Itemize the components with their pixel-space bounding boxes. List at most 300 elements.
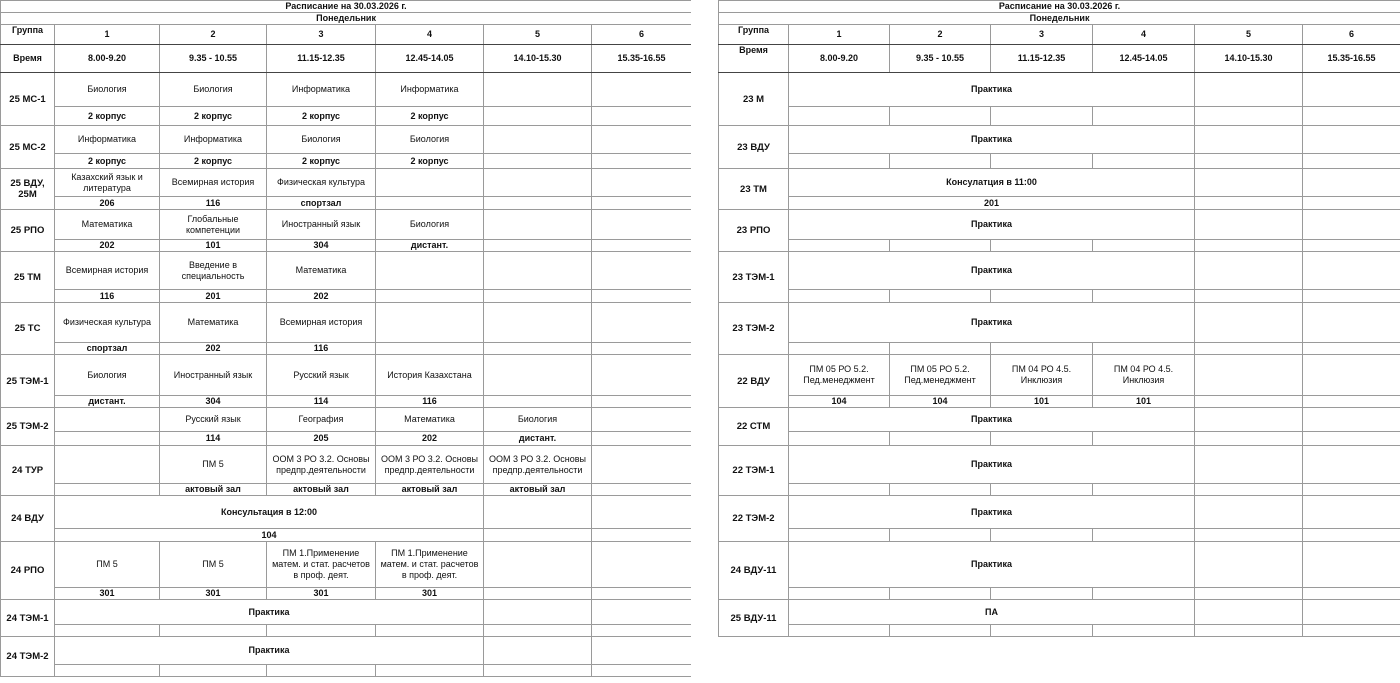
empty-cell <box>1303 588 1400 600</box>
room-cell: спортзал <box>267 197 376 210</box>
subject-cell: География <box>267 408 376 432</box>
merged-note: Практика <box>55 637 484 665</box>
empty-cell <box>890 625 991 637</box>
empty-cell <box>1303 343 1400 355</box>
subject-cell: Математика <box>376 408 484 432</box>
empty-cell <box>1093 107 1195 126</box>
pair-time: 11.15-12.35 <box>991 45 1093 73</box>
subject-cell: Математика <box>160 303 267 343</box>
subject-cell: Биология <box>376 126 484 154</box>
room-cell: 205 <box>267 432 376 446</box>
empty-cell <box>890 432 991 446</box>
subject-cell: Введение в специальность <box>160 252 267 290</box>
empty-cell <box>592 126 692 154</box>
pair-time: 8.00-9.20 <box>55 45 160 73</box>
group-label: 24 ВДУ <box>1 496 55 542</box>
empty-cell <box>1303 252 1400 290</box>
empty-cell <box>890 154 991 169</box>
empty-cell <box>991 107 1093 126</box>
pair-time: 15.35-16.55 <box>1303 45 1400 73</box>
empty-cell <box>991 240 1093 252</box>
room-cell: дистант. <box>376 240 484 252</box>
pair-time: 9.35 - 10.55 <box>160 45 267 73</box>
group-label: 24 ВДУ-11 <box>719 542 789 600</box>
merged-note: Практика <box>789 446 1195 484</box>
empty-cell <box>484 197 592 210</box>
subject-cell: Математика <box>267 252 376 290</box>
empty-cell <box>1303 484 1400 496</box>
pair-time: 8.00-9.20 <box>789 45 890 73</box>
empty-cell <box>1195 197 1303 210</box>
empty-cell <box>1093 625 1195 637</box>
subject-cell: ПМ 04 РО 4.5. Инклюзия <box>1093 355 1195 396</box>
subject-cell: Русский язык <box>160 408 267 432</box>
room-cell: 116 <box>160 197 267 210</box>
empty-cell <box>484 107 592 126</box>
schedule-day: Понедельник <box>1 13 692 25</box>
subject-cell: Иностранный язык <box>160 355 267 396</box>
empty-cell <box>484 126 592 154</box>
group-header: Группа <box>1 25 55 45</box>
empty-cell <box>592 252 692 290</box>
subject-cell: Математика <box>55 210 160 240</box>
subject-cell: Биология <box>55 73 160 107</box>
merged-note: Практика <box>55 600 484 625</box>
empty-cell <box>592 529 692 542</box>
empty-cell <box>55 484 160 496</box>
room-cell: 101 <box>1093 396 1195 408</box>
empty-cell <box>890 290 991 303</box>
empty-cell <box>890 484 991 496</box>
empty-cell <box>484 154 592 169</box>
empty-cell <box>592 240 692 252</box>
group-label: 25 ТС <box>1 303 55 355</box>
empty-cell <box>1303 600 1400 625</box>
subject-cell: ПМ 05 РО 5.2. Пед.менеджмент <box>789 355 890 396</box>
empty-cell <box>1195 396 1303 408</box>
empty-cell <box>484 496 592 529</box>
room-cell: 104 <box>55 529 484 542</box>
subject-cell: ПМ 5 <box>160 542 267 588</box>
empty-cell <box>789 625 890 637</box>
empty-cell <box>789 588 890 600</box>
empty-cell <box>484 396 592 408</box>
empty-cell <box>592 303 692 343</box>
empty-cell <box>1093 343 1195 355</box>
schedule-table-right <box>718 0 1400 637</box>
pair-number: 6 <box>1303 25 1400 45</box>
subject-cell: Биология <box>55 355 160 396</box>
room-cell: актовый зал <box>484 484 592 496</box>
empty-cell <box>592 290 692 303</box>
room-cell: спортзал <box>55 343 160 355</box>
group-label: 25 ТМ <box>1 252 55 303</box>
empty-cell <box>55 625 160 637</box>
empty-cell <box>1195 240 1303 252</box>
empty-cell <box>1303 408 1400 432</box>
empty-cell <box>376 252 484 290</box>
merged-note: Практика <box>789 252 1195 290</box>
empty-cell <box>1195 169 1303 197</box>
pair-number: 1 <box>55 25 160 45</box>
empty-cell <box>592 107 692 126</box>
pair-number: 2 <box>160 25 267 45</box>
empty-cell <box>484 542 592 588</box>
sheet-gap <box>691 0 718 683</box>
room-cell: 2 корпус <box>376 107 484 126</box>
empty-cell <box>484 665 592 677</box>
pair-time: 11.15-12.35 <box>267 45 376 73</box>
subject-cell: ПМ 05 РО 5.2. Пед.менеджмент <box>890 355 991 396</box>
empty-cell <box>890 588 991 600</box>
room-cell: 301 <box>376 588 484 600</box>
empty-cell <box>1303 154 1400 169</box>
empty-cell <box>484 343 592 355</box>
empty-cell <box>592 665 692 677</box>
empty-cell <box>1303 496 1400 529</box>
empty-cell <box>1093 240 1195 252</box>
subject-cell: Всемирная история <box>55 252 160 290</box>
empty-cell <box>789 290 890 303</box>
empty-cell <box>1195 408 1303 432</box>
empty-cell <box>592 73 692 107</box>
empty-cell <box>376 303 484 343</box>
merged-note: Практика <box>789 408 1195 432</box>
pair-number: 4 <box>376 25 484 45</box>
empty-cell <box>1195 588 1303 600</box>
room-cell: 2 корпус <box>267 154 376 169</box>
empty-cell <box>376 665 484 677</box>
empty-cell <box>484 252 592 290</box>
subject-cell: Информатика <box>267 73 376 107</box>
empty-cell <box>376 343 484 355</box>
pair-number: 6 <box>592 25 692 45</box>
room-cell: 201 <box>160 290 267 303</box>
group-header: Группа <box>719 25 789 45</box>
subject-cell: ООМ 3 РО 3.2. Основы предпр.деятельности <box>376 446 484 484</box>
empty-cell <box>1303 432 1400 446</box>
room-cell: актовый зал <box>267 484 376 496</box>
empty-cell <box>592 343 692 355</box>
room-cell: 2 корпус <box>160 107 267 126</box>
merged-note: Практика <box>789 73 1195 107</box>
room-cell: 114 <box>267 396 376 408</box>
empty-cell <box>484 600 592 625</box>
room-cell: 114 <box>160 432 267 446</box>
merged-note: Практика <box>789 126 1195 154</box>
schedule-sheet-left <box>0 0 692 677</box>
empty-cell <box>1195 355 1303 396</box>
room-cell: 304 <box>267 240 376 252</box>
empty-cell <box>991 588 1093 600</box>
subject-cell: Биология <box>376 210 484 240</box>
empty-cell <box>789 107 890 126</box>
group-label: 23 ТЭМ-1 <box>719 252 789 303</box>
merged-note: Практика <box>789 303 1195 343</box>
empty-cell <box>789 240 890 252</box>
room-cell: 201 <box>789 197 1195 210</box>
empty-cell <box>592 432 692 446</box>
empty-cell <box>1303 210 1400 240</box>
subject-cell: ПМ 04 РО 4.5. Инклюзия <box>991 355 1093 396</box>
empty-cell <box>1303 73 1400 107</box>
empty-cell <box>592 197 692 210</box>
empty-cell <box>484 529 592 542</box>
empty-cell <box>1195 446 1303 484</box>
empty-cell <box>890 240 991 252</box>
empty-cell <box>1303 542 1400 588</box>
room-cell: 206 <box>55 197 160 210</box>
empty-cell <box>592 496 692 529</box>
empty-cell <box>1195 496 1303 529</box>
group-label: 25 ТЭМ-1 <box>1 355 55 408</box>
pair-time: 15.35-16.55 <box>592 45 692 73</box>
room-cell: 301 <box>160 588 267 600</box>
schedule-sheet-right <box>718 0 1400 637</box>
empty-cell <box>991 290 1093 303</box>
empty-cell <box>1303 107 1400 126</box>
empty-cell <box>890 529 991 542</box>
subject-cell: Биология <box>267 126 376 154</box>
empty-cell <box>592 396 692 408</box>
empty-cell <box>890 107 991 126</box>
subject-cell: История Казахстана <box>376 355 484 396</box>
room-cell: 2 корпус <box>267 107 376 126</box>
subject-cell: Глобальные компетенции <box>160 210 267 240</box>
empty-cell <box>592 154 692 169</box>
time-header: Время <box>719 45 789 73</box>
merged-note: Практика <box>789 542 1195 588</box>
merged-note: Консультация в 12:00 <box>55 496 484 529</box>
empty-cell <box>376 290 484 303</box>
group-label: 25 МС-2 <box>1 126 55 169</box>
empty-cell <box>1303 126 1400 154</box>
empty-cell <box>55 432 160 446</box>
empty-cell <box>592 408 692 432</box>
subject-cell: Биология <box>484 408 592 432</box>
empty-cell <box>1195 73 1303 107</box>
room-cell: 304 <box>160 396 267 408</box>
group-label: 23 М <box>719 73 789 126</box>
empty-cell <box>484 169 592 197</box>
empty-cell <box>267 665 376 677</box>
empty-cell <box>991 529 1093 542</box>
group-label: 22 ТЭМ-1 <box>719 446 789 496</box>
pair-number: 1 <box>789 25 890 45</box>
empty-cell <box>592 355 692 396</box>
group-label: 25 ВДУ, 25М <box>1 169 55 210</box>
empty-cell <box>1195 484 1303 496</box>
pair-number: 5 <box>1195 25 1303 45</box>
empty-cell <box>1303 197 1400 210</box>
empty-cell <box>592 637 692 665</box>
empty-cell <box>1195 210 1303 240</box>
empty-cell <box>1195 529 1303 542</box>
empty-cell <box>1195 625 1303 637</box>
room-cell: 2 корпус <box>55 154 160 169</box>
empty-cell <box>890 343 991 355</box>
room-cell: 101 <box>991 396 1093 408</box>
empty-cell <box>991 625 1093 637</box>
merged-note: Консулатция в 11:00 <box>789 169 1195 197</box>
room-cell: дистант. <box>55 396 160 408</box>
merged-note: Практика <box>789 496 1195 529</box>
pair-number: 3 <box>991 25 1093 45</box>
empty-cell <box>592 600 692 625</box>
empty-cell <box>1195 303 1303 343</box>
room-cell: 116 <box>376 396 484 408</box>
room-cell: 116 <box>55 290 160 303</box>
empty-cell <box>484 625 592 637</box>
merged-note: Практика <box>789 210 1195 240</box>
room-cell: 202 <box>55 240 160 252</box>
empty-cell <box>1303 396 1400 408</box>
empty-cell <box>376 169 484 197</box>
group-label: 25 РПО <box>1 210 55 252</box>
group-label: 24 ТУР <box>1 446 55 496</box>
group-label: 23 ВДУ <box>719 126 789 169</box>
empty-cell <box>1195 343 1303 355</box>
group-label: 23 РПО <box>719 210 789 252</box>
empty-cell <box>376 197 484 210</box>
subject-cell: ПМ 5 <box>160 446 267 484</box>
empty-cell <box>376 625 484 637</box>
empty-cell <box>55 408 160 432</box>
room-cell: 101 <box>160 240 267 252</box>
subject-cell: Информатика <box>376 73 484 107</box>
empty-cell <box>484 588 592 600</box>
empty-cell <box>1195 290 1303 303</box>
empty-cell <box>1195 432 1303 446</box>
subject-cell: Иностранный язык <box>267 210 376 240</box>
empty-cell <box>484 303 592 343</box>
empty-cell <box>1303 355 1400 396</box>
room-cell: дистант. <box>484 432 592 446</box>
empty-cell <box>1195 154 1303 169</box>
pair-time: 12.45-14.05 <box>1093 45 1195 73</box>
schedule-day: Понедельник <box>719 13 1400 25</box>
empty-cell <box>484 355 592 396</box>
subject-cell: ООМ 3 РО 3.2. Основы предпр.деятельности <box>267 446 376 484</box>
empty-cell <box>1303 290 1400 303</box>
empty-cell <box>592 625 692 637</box>
subject-cell: ПМ 1.Применение матем. и стат. расчетов в проф. деят. <box>376 542 484 588</box>
empty-cell <box>1303 446 1400 484</box>
room-cell: актовый зал <box>160 484 267 496</box>
empty-cell <box>991 154 1093 169</box>
pair-time: 14.10-15.30 <box>1195 45 1303 73</box>
empty-cell <box>160 665 267 677</box>
group-label: 22 ТЭМ-2 <box>719 496 789 542</box>
empty-cell <box>1093 432 1195 446</box>
group-label: 25 ВДУ-11 <box>719 600 789 637</box>
merged-note: ПА <box>789 600 1195 625</box>
schedule-table-left <box>0 0 692 677</box>
empty-cell <box>1303 240 1400 252</box>
empty-cell <box>55 446 160 484</box>
empty-cell <box>267 625 376 637</box>
subject-cell: ПМ 1.Применение матем. и стат. расчетов в проф. деят. <box>267 542 376 588</box>
room-cell: 202 <box>376 432 484 446</box>
group-label: 23 ТМ <box>719 169 789 210</box>
empty-cell <box>592 169 692 197</box>
empty-cell <box>991 432 1093 446</box>
empty-cell <box>592 588 692 600</box>
room-cell: 301 <box>55 588 160 600</box>
empty-cell <box>1195 542 1303 588</box>
subject-cell: Биология <box>160 73 267 107</box>
group-label: 25 ТЭМ-2 <box>1 408 55 446</box>
subject-cell: ПМ 5 <box>55 542 160 588</box>
subject-cell: Всемирная история <box>267 303 376 343</box>
room-cell: 104 <box>789 396 890 408</box>
subject-cell: Казахский язык и литература <box>55 169 160 197</box>
empty-cell <box>484 210 592 240</box>
group-label: 25 МС-1 <box>1 73 55 126</box>
empty-cell <box>1195 600 1303 625</box>
subject-cell: ООМ 3 РО 3.2. Основы предпр.деятельности <box>484 446 592 484</box>
empty-cell <box>789 343 890 355</box>
pair-time: 12.45-14.05 <box>376 45 484 73</box>
subject-cell: Информатика <box>55 126 160 154</box>
pair-number: 5 <box>484 25 592 45</box>
room-cell: 2 корпус <box>55 107 160 126</box>
empty-cell <box>1093 588 1195 600</box>
empty-cell <box>592 542 692 588</box>
empty-cell <box>592 210 692 240</box>
empty-cell <box>1093 154 1195 169</box>
empty-cell <box>1303 303 1400 343</box>
group-label: 23 ТЭМ-2 <box>719 303 789 355</box>
group-label: 22 ВДУ <box>719 355 789 408</box>
schedule-title: Расписание на 30.03.2026 г. <box>1 1 692 13</box>
room-cell: 104 <box>890 396 991 408</box>
empty-cell <box>789 484 890 496</box>
pair-time: 14.10-15.30 <box>484 45 592 73</box>
room-cell: 116 <box>267 343 376 355</box>
empty-cell <box>592 446 692 484</box>
empty-cell <box>55 665 160 677</box>
room-cell: 2 корпус <box>376 154 484 169</box>
room-cell: 301 <box>267 588 376 600</box>
pair-time: 9.35 - 10.55 <box>890 45 991 73</box>
empty-cell <box>1093 484 1195 496</box>
empty-cell <box>1195 252 1303 290</box>
room-cell: 202 <box>267 290 376 303</box>
group-label: 24 РПО <box>1 542 55 600</box>
pair-number: 4 <box>1093 25 1195 45</box>
empty-cell <box>991 343 1093 355</box>
pair-number: 2 <box>890 25 991 45</box>
group-label: 24 ТЭМ-1 <box>1 600 55 637</box>
empty-cell <box>789 432 890 446</box>
empty-cell <box>1195 126 1303 154</box>
subject-cell: Физическая культура <box>55 303 160 343</box>
room-cell: 202 <box>160 343 267 355</box>
empty-cell <box>484 637 592 665</box>
empty-cell <box>991 484 1093 496</box>
pair-number: 3 <box>267 25 376 45</box>
empty-cell <box>1303 529 1400 542</box>
room-cell: 2 корпус <box>160 154 267 169</box>
empty-cell <box>484 240 592 252</box>
room-cell: актовый зал <box>376 484 484 496</box>
empty-cell <box>160 625 267 637</box>
group-label: 22 СТМ <box>719 408 789 446</box>
empty-cell <box>1303 169 1400 197</box>
empty-cell <box>1093 529 1195 542</box>
schedule-title: Расписание на 30.03.2026 г. <box>719 1 1400 13</box>
